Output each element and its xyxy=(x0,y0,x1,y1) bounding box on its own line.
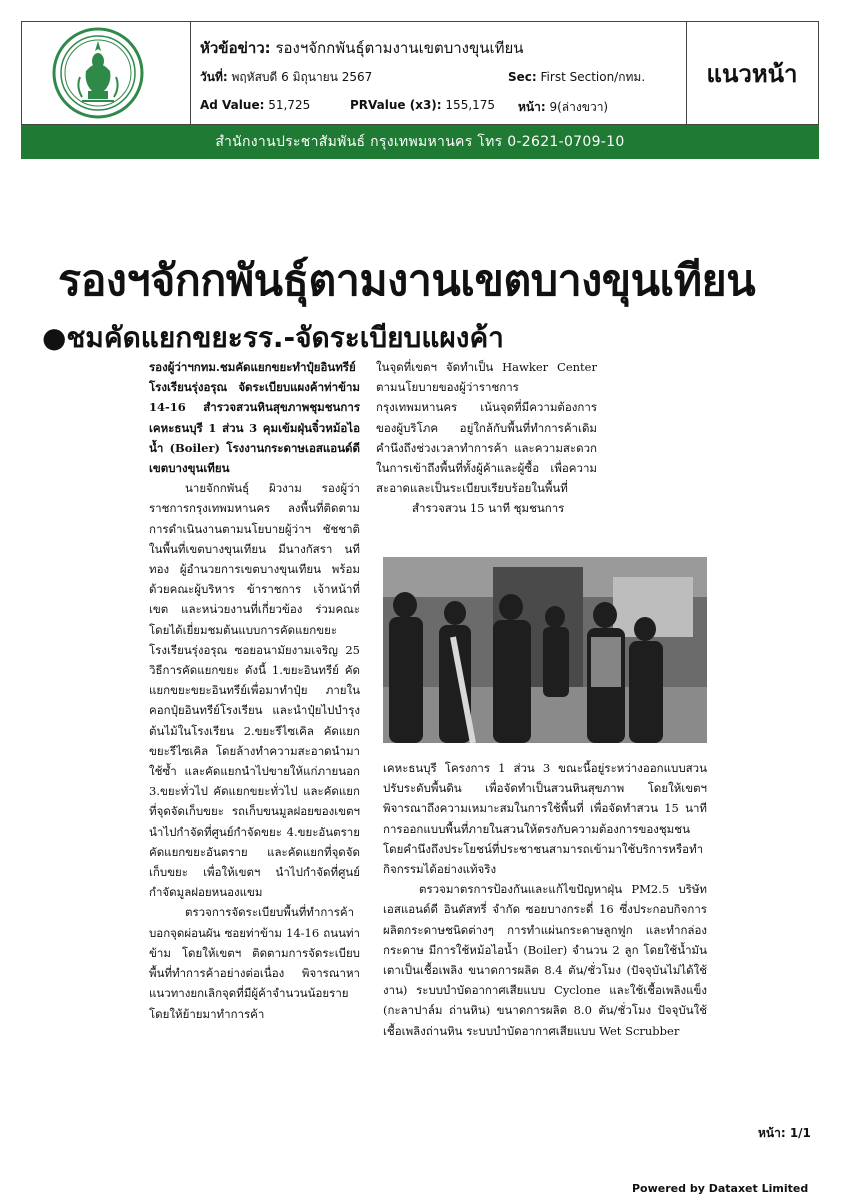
pr-row xyxy=(350,98,495,112)
article-column-2 xyxy=(376,357,597,519)
page-label: หน้า: xyxy=(518,100,546,114)
logo-cell xyxy=(22,22,191,124)
date-label: วันที่: xyxy=(200,70,228,84)
contact-bar: สำนักงานประชาสัมพันธ์ กรุงเทพมหานคร โทร 0-2621-0709-10 xyxy=(21,125,819,159)
page-indicator: หน้า: 1/1 xyxy=(758,1126,811,1140)
ad-value: 51,725 xyxy=(268,98,311,112)
article-column-3 xyxy=(383,758,707,1041)
clipping-header xyxy=(21,21,819,125)
ad-row xyxy=(200,98,310,112)
sec-label: Sec: xyxy=(508,70,537,84)
article-title: รองฯจักกพันธุ์ตามงานเขตบางขุนเทียน xyxy=(58,256,756,306)
sec-row xyxy=(508,68,645,87)
article-paragraph: สำรวจสวน 15 นาที ชุมชนการ xyxy=(412,501,565,516)
bma-seal-icon xyxy=(52,27,144,119)
sec-value: First Section/กทม. xyxy=(540,70,646,84)
date-row xyxy=(200,68,372,87)
headline-row xyxy=(200,36,524,60)
newspaper-brand: แนวหน้า xyxy=(706,59,798,88)
page-value: 9(ล่างขวา) xyxy=(549,100,609,114)
article-paragraph: เคหะธนบุรี โครงการ 1 ส่วน 3 ขณะนี้อยู่ระหว่างออกแบบสวน ปรับระดับพื้นดิน เพื่อจัดทำเป็นสวนหินสุขภาพ โดยให้เขตฯ พิจารณาถึงความเหมาะสมในการใช้พื้นที่ เพื่อจัดทำสวน 15 นาที การออกแบบพื้นที่ภายในสวนให้ตรงกับความต้องการของชุมชน โดยคำนึงถึงประโยชน์ที่ประชาชนสามารถเข้ามาใช้บริการหรือทำกิจกรรมได้อย่างแท้จริง xyxy=(383,761,707,877)
article-paragraph: ในจุดที่เขตฯ จัดทำเป็น Hawker Center ตามนโยบายของผู้ว่าราชการกรุงเทพมหานคร เน้นจุดที่มีความต้องการของผู้บริโภค อยู่ใกล้กับพื้นที่ทำการค้าเดิม คำนึงถึงช่วงเวลาทำการค้า และความสะดวกในการเข้าถึงพื้นที่ทั้งผู้ค้าและผู้ซื้อ เพื่อความสะอาดและเป็นระเบียบเรียบร้อยในพื้นที่ xyxy=(376,360,597,496)
article-paragraph: ตรวจการจัดระเบียบพื้นที่ทำการค้าบอกจุดผ่อนผัน ซอยท่าข้าม 14-16 ถนนท่าข้าม โดยให้เขตฯ ติดตามการจัดระเบียบพื้นที่ทำการค้าอย่างต่อเนื่อง พิจารณาหาแนวทางยกเลิกจุดที่มีผู้ค้าจำนวนน้อยราย โดยให้ย้ายมาทำการค้า xyxy=(149,905,360,1021)
pr-value: 155,175 xyxy=(445,98,496,112)
pr-label: PRValue (x3): xyxy=(350,98,442,112)
ad-label: Ad Value: xyxy=(200,98,265,112)
article-paragraph: ตรวจมาตรการป้องกันและแก้ไขปัญหาฝุ่น PM2.5 บริษัท เอสแอนด์ดี อินดัสทรี่ จำกัด ซอยบางกระดี่ 16 ซึ่งประกอบกิจการผลิตกระดาษชนิดต่างๆ การทำแผ่นกระดาษลูกฟูก และทำกล่องกระดาษ มีการใช้หม้อไอน้ำ (Boiler) จำนวน 2 ลูก โดยใช้น้ำมันเตาเป็นเชื้อเพลิง ขนาดการผลิต 8.4 ตัน/ชั่วโมง (ปัจจุบันไม่ได้ใช้งาน) ระบบบำบัดอากาศเสียแบบ Cyclone และใช้เชื้อเพลิงแข็ง (กะลาปาล์ม ถ่านหิน) ขนาดการผลิต 8.0 ตัน/ชั่วโมง ปัจจุบันใช้เชื้อเพลิงถ่านหิน ระบบบำบัดอากาศเสียแบบ Wet Scrubber xyxy=(383,882,707,1038)
article-subtitle: ●ชมคัดแยกขยะรร.-จัดระเบียบแผงค้า xyxy=(42,321,504,354)
date-value: พฤหัสบดี 6 มิถุนายน 2567 xyxy=(231,70,373,84)
page-row xyxy=(518,98,608,117)
article-paragraph: นายจักกพันธุ์ ผิวงาม รองผู้ว่าราชการกรุงเทพมหานคร ลงพื้นที่ติดตามการดำเนินงานตามนโยบายผู้ว่าฯ ชัชชาติ ในพื้นที่เขตบางขุนเทียน มีนางกัสรา นทีทอง ผู้อำนวยการเขตบางขุนเทียน พร้อมด้วยคณะผู้บริหาร ข้าราชการ เจ้าหน้าที่เขต และหน่วยงานที่เกี่ยวข้อง ร่วมคณะ โดยได้เยี่ยมชมต้นแบบการคัดแยกขยะ โรงเรียนรุ่งอรุณ ซอยอนามัยงามเจริญ 25 วิธีการคัดแยกขยะ ดังนี้ 1.ขยะอินทรีย์ คัดแยกขยะขยะอินทรีย์เพื่อมาทำปุ๋ย ภายในคอกปุ๋ยอินทรีย์โรงเรียน และนำปุ๋ยไปบำรุงต้นไม้ในโรงเรียน 2.ขยะรีไซเคิล คัดแยกขยะรีไซเคิล โดยล้างทำความสะอาดนำมาใช้ซ้ำ และคัดแยกนำไปขายให้แก่ภายนอก 3.ขยะทั่วไป คัดแยกขยะทั่วไป และคัดแยกที่จุดจัดเก็บขยะ รถเก็บขนมูลฝอยของเขตฯ นำไปกำจัดที่ศูนย์กำจัดขยะ 4.ขยะอันตราย คัดแยกขยะอันตราย และคัดแยกที่จุดจัดเก็บขยะ เพื่อให้เขตฯ นำไปกำจัดที่ศูนย์กำจัดมูลฝอยหนองแขม xyxy=(149,481,360,900)
clipping-info xyxy=(190,22,687,124)
headline-label: หัวข้อข่าว: xyxy=(200,39,271,57)
article-column-1 xyxy=(149,357,360,1024)
photo-illustration xyxy=(383,557,707,743)
article-lead: รองผู้ว่าฯกทม.ชมคัดแยกขยะทำปุ๋ยอินทรีย์โรงเรียนรุ่งอรุณ จัดระเบียบแผงค้าท่าข้าม 14-16 สำรวจสวนหินสุขภาพชุมชนการเคหะธนบุรี 1 ส่วน 3 คุมเข้มฝุ่นจิ๋วหม้อไอน้ำ (Boiler) โรงงานกระดาษเอสแอนด์ดี เขตบางขุนเทียน xyxy=(149,360,360,476)
headline-value: รองฯจักกพันธุ์ตามงานเขตบางขุนเทียน xyxy=(275,39,524,57)
news-photo xyxy=(383,557,707,743)
powered-by: Powered by Dataxet Limited xyxy=(632,1182,809,1195)
